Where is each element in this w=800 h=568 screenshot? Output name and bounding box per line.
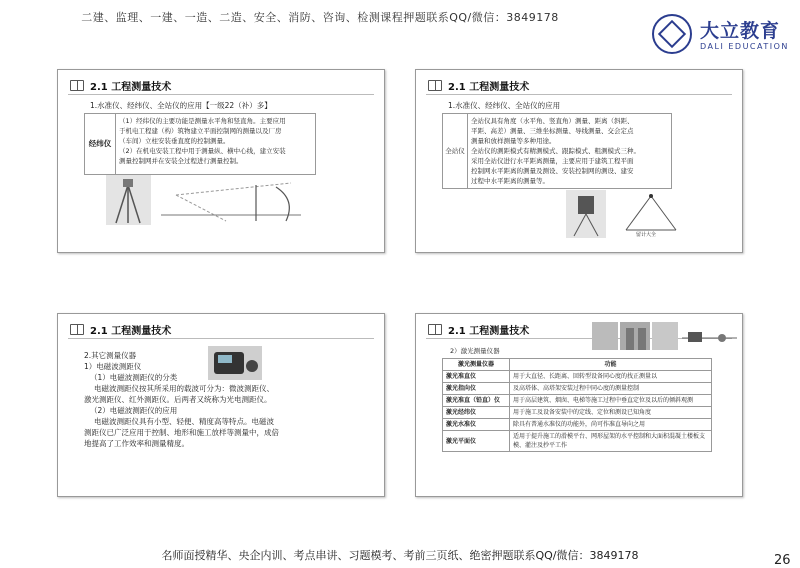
- slide-title-text: 2.1 工程测量技术: [448, 326, 530, 337]
- instrument-function: 用于施工及设备安装中的定线、定位和测设已知角度: [510, 407, 712, 419]
- book-icon: [428, 324, 442, 335]
- text-line: 激光测距仪、红外测距仪。后两者又统称为光电测距仪。: [84, 395, 272, 404]
- rangefinder-photo: [208, 346, 262, 380]
- table-row: [443, 371, 712, 383]
- text-line: （车间）立柱安装垂直度的控制测量。: [119, 137, 230, 145]
- top-banner: 二建、监理、一建、一造、二造、安全、消防、咨询、检测课程押题联系QQ/微信：3849178: [81, 11, 559, 24]
- instrument-table: [442, 113, 672, 189]
- instrument-name: 激光水准仪: [443, 419, 510, 431]
- photo-caption: 留计大全: [636, 232, 657, 238]
- table-row: [443, 407, 712, 419]
- text-line: 全站仪的测距模式有精测模式、跟踪模式、粗测模式三种。: [471, 147, 640, 155]
- table-header: 功能: [510, 359, 712, 371]
- slide-subtitle: 1.水准仪、经纬仪、全站仪的应用: [448, 101, 561, 110]
- text-line: 控制网水平距离的测量及测设、安装控制网的测设、建安: [471, 167, 634, 175]
- text-line: （2）在机电安装工程中用于测量纵、横中心线，建立安装: [119, 147, 286, 155]
- text-line: 电磁波测距仪按其所采用的载波可分为：微波测距仪、: [94, 384, 274, 393]
- instrument-function: 除具有普通水准仪的功能外，尚可作准直导向之用: [510, 419, 712, 431]
- total-station-illustration: [566, 190, 696, 240]
- slide-body: [84, 350, 324, 449]
- book-icon: [70, 324, 84, 335]
- slide-4: [415, 313, 743, 497]
- instrument-function: 适用于提升施工的滑模平台、网形屋架的水平控制和大面积混凝土楼板支模、灌注及抄平工作: [510, 431, 712, 452]
- text-line: 2.其它测量仪器: [84, 351, 137, 360]
- instrument-function: 及高塔体、高塔架安装过程中同心度的测量控制: [510, 383, 712, 395]
- slide-subtitle: 1.水准仪、经纬仪、全站仪的应用【一级22（补）多】: [90, 101, 272, 110]
- logo-emblem-icon: [652, 14, 692, 54]
- slide-1: [57, 69, 385, 253]
- text-line: 全站仪具有角度（水平角、竖直角）测量、距离（斜距、: [471, 117, 634, 125]
- theodolite-illustration: [106, 175, 306, 225]
- table-header-row: [443, 359, 712, 371]
- slide-title: [70, 322, 171, 337]
- laser-table-container: [442, 358, 712, 452]
- instrument-name: 激光准直仪: [443, 371, 510, 383]
- text-line: 平距、高差）测量、三维坐标测量、导线测量、交会定点: [471, 127, 634, 135]
- text-line: （2）电磁波测距仪的应用: [90, 406, 178, 415]
- text-line: （1）电磁波测距仪的分类: [90, 373, 178, 382]
- table-header: 激光测量仪器: [443, 359, 510, 371]
- text-line: 过程中水平距离的测量等。: [471, 177, 549, 185]
- title-divider: [68, 338, 374, 339]
- text-line: 地提高了工作效率和测量精度。: [84, 439, 189, 448]
- slide-title: [70, 78, 171, 93]
- dali-logo: [652, 14, 792, 58]
- instrument-name: 激光准直（铅直）仪: [443, 395, 510, 407]
- page-number: 26: [774, 553, 791, 568]
- instrument-function: 用于高层建筑、烟囱、电梯等施工过程中垂直定位及以后的倾斜观测: [510, 395, 712, 407]
- slide-2: [415, 69, 743, 253]
- title-divider: [426, 94, 732, 95]
- slide-title-text: 2.1 工程测量技术: [90, 82, 172, 93]
- text-line: 于机电工程建（构）筑物建立平面控制网的测量以及厂房: [119, 127, 282, 135]
- instrument-name: 激光平面仪: [443, 431, 510, 452]
- table-row: [443, 395, 712, 407]
- slide-3: [57, 313, 385, 497]
- laser-instrument-table: [442, 358, 712, 452]
- slide-title: [428, 78, 529, 93]
- logo-subtitle: DALI EDUCATION: [700, 42, 789, 51]
- text-line: 采用全站仪进行水平距离测量，主要应用于建筑工程平面: [471, 157, 634, 165]
- text-line: （1）经纬仪的主要功能是测量水平角和竖直角。主要应用: [119, 117, 286, 125]
- laser-instruments-illustration: [592, 322, 737, 350]
- text-line: 1）电磁波测距仪: [84, 362, 142, 371]
- text-line: 测量和放样测量等多种用途。: [471, 137, 556, 145]
- instrument-table: [84, 113, 316, 175]
- book-icon: [428, 80, 442, 91]
- theodolite-photos: [106, 175, 306, 225]
- table-row: [443, 431, 712, 452]
- instrument-name: 激光经纬仪: [443, 407, 510, 419]
- slide-subtitle: 2）激光测量仪器: [450, 347, 500, 355]
- row-label: 全站仪: [443, 114, 468, 188]
- logo-name: 大立教育: [700, 20, 781, 42]
- slide-title-text: 2.1 工程测量技术: [90, 326, 172, 337]
- table-row: [443, 383, 712, 395]
- book-icon: [70, 80, 84, 91]
- title-divider: [68, 94, 374, 95]
- slide-title-text: 2.1 工程测量技术: [448, 82, 530, 93]
- table-row: [443, 419, 712, 431]
- text-line: 电磁波测距仪具有小型、轻便、精度高等特点。电磁波: [94, 417, 274, 426]
- total-station-photos: [566, 190, 696, 240]
- row-label: 经纬仪: [85, 114, 116, 174]
- text-line: 测量控制网并在安装全过程进行测量控制。: [119, 157, 243, 165]
- instrument-function: 用于大直径、长距离、回转型设备同心度的找正测量以: [510, 371, 712, 383]
- slide-title: [428, 322, 529, 337]
- instrument-name: 激光指向仪: [443, 383, 510, 395]
- rangefinder-illustration: [208, 346, 262, 380]
- text-line: 测距仪已广泛应用于控制、地形和施工放样等测量中，成倍: [84, 428, 279, 437]
- bottom-banner: 名师面授精华、央企内训、考点串讲、习题模考、考前三页纸、绝密押题联系QQ/微信：3849178: [161, 549, 639, 562]
- laser-photos: [592, 322, 737, 350]
